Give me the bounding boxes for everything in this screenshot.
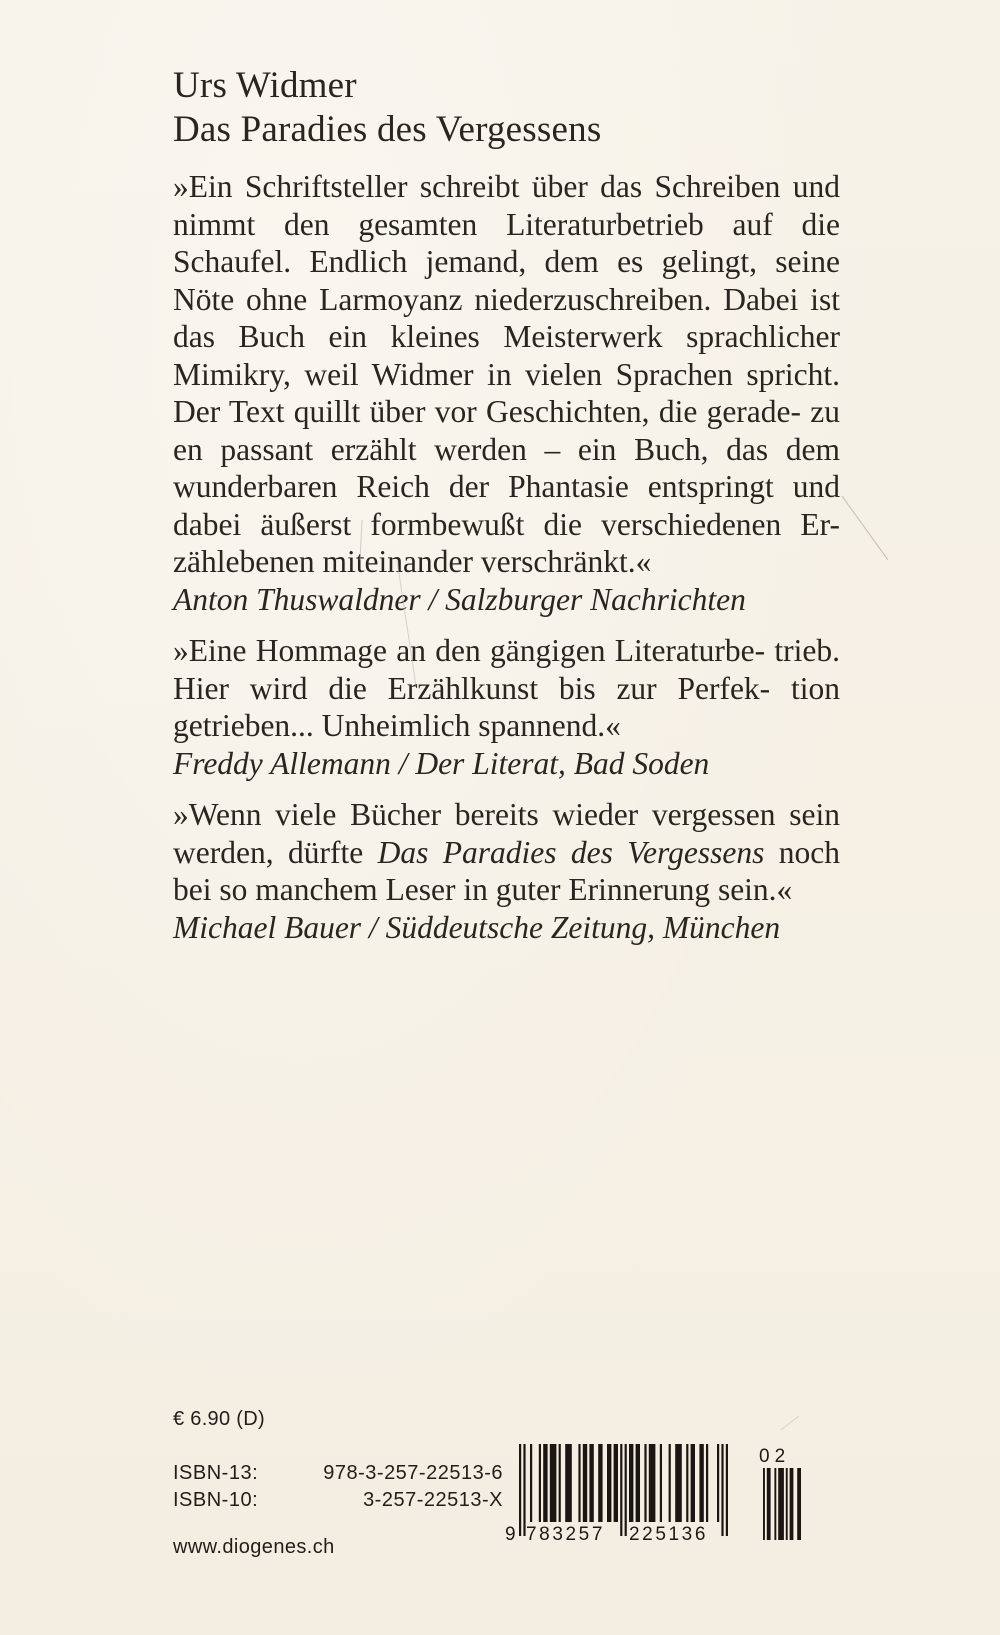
barcode-left-digits: 783257 [526, 1524, 606, 1542]
review-line: tion getrieben... Unheimlich spannend.« [173, 670, 840, 743]
review-line: Mimikry, weil Widmer in vielen Sprachen spricht. [173, 356, 840, 392]
barcode-bar [550, 1444, 557, 1522]
barcode-bar [721, 1444, 723, 1536]
review-1 [173, 168, 840, 618]
barcode-addon-bar [774, 1468, 776, 1540]
review-line: Schaufel. Endlich jemand, dem es gelingt, seine [173, 244, 840, 279]
cover-header [173, 64, 873, 152]
barcode-bar [620, 1444, 622, 1536]
barcode-bar [675, 1444, 682, 1522]
barcode-bar [660, 1444, 662, 1522]
barcode-bar [598, 1444, 602, 1522]
barcode-bar [578, 1444, 580, 1522]
book-title: Das Paradies des Vergessens [173, 109, 602, 150]
review-line: »Eine Hommage an den gängigen Literaturbe- [173, 633, 766, 668]
isbn-barcode [505, 1442, 835, 1542]
isbn13-value: 978-3-257-22513-6 [323, 1462, 503, 1484]
barcode-bar [629, 1444, 633, 1522]
barcode-bar [607, 1444, 611, 1522]
isbn13-label: ISBN-13: [173, 1462, 259, 1484]
review-line: werden, dürfte [173, 834, 378, 870]
review-source: Anton Thuswaldner / Salzburger Nachrichten [173, 581, 746, 617]
barcode-addon-bar [767, 1468, 771, 1540]
isbn13-row [173, 1460, 503, 1487]
publisher-website: www.diogenes.ch [173, 1536, 335, 1558]
review-line: bei so manchem Leser in guter Erinnerung sein.« [173, 872, 793, 907]
barcode-addon-digits: 02 [759, 1446, 791, 1467]
review-line: noch [764, 834, 841, 870]
review-3 [173, 796, 840, 946]
barcode-addon-bars [763, 1468, 801, 1540]
barcode-addon-bar [786, 1468, 788, 1540]
review-line: dabei äußerst formbewußt die verschiedenen Er- [173, 506, 840, 542]
barcode-bar [539, 1444, 541, 1522]
barcode-bar [691, 1444, 695, 1522]
barcode-main-bars [519, 1444, 728, 1536]
barcode-bar [543, 1444, 547, 1522]
reviews-section [173, 168, 840, 960]
barcode-bar [625, 1444, 627, 1536]
barcode-addon-bar [797, 1468, 801, 1540]
barcode-addon-bar [763, 1468, 765, 1540]
review-quote [173, 632, 840, 745]
review-line: zu en passant erzählt werden – ein Buch, das dem [173, 394, 841, 467]
review-line: »Ein Schriftsteller schreibt über das Schreiben [173, 169, 781, 204]
barcode-bar [565, 1444, 572, 1522]
review-line: zählebenen miteinander verschränkt.« [173, 544, 652, 579]
barcode-right-digits: 225136 [629, 1524, 709, 1542]
isbn10-row [173, 1487, 503, 1514]
review-quote [173, 796, 840, 909]
review-line: »Wenn viele Bücher bereits wieder vergessen sein [173, 797, 840, 832]
barcode-addon-bar [778, 1468, 784, 1540]
barcode-graphic [505, 1442, 835, 1542]
barcode-bar [559, 1444, 561, 1522]
review-line: trieb. Hier wird die Erzählkunst bis zur Perfek- [173, 633, 841, 706]
isbn-block [173, 1460, 503, 1514]
review-line: ist das Buch ein kleines Meisterwerk sprachlicher [173, 281, 840, 354]
review-2 [173, 632, 840, 782]
barcode-bar [717, 1444, 719, 1522]
barcode-bar [706, 1444, 708, 1522]
barcode-bar [614, 1444, 618, 1522]
price-label: € 6.90 (D) [173, 1408, 265, 1430]
barcode-lead-digit: 9 [505, 1524, 516, 1542]
review-line: Der Text quillt über vor Geschichten, die gerade- [173, 394, 801, 429]
review-line: und nimmt den gesamten Literaturbetrieb auf die [173, 169, 841, 242]
isbn10-label: ISBN-10: [173, 1489, 259, 1511]
barcode-bar [523, 1444, 525, 1536]
barcode-bar [649, 1444, 656, 1522]
barcode-bar [726, 1444, 728, 1536]
review-source: Freddy Allemann / Der Literat, Bad Soden [173, 745, 710, 781]
barcode-bar [589, 1444, 593, 1522]
review-source: Michael Bauer / Süddeutsche Zeitung, München [173, 909, 781, 945]
barcode-bar [669, 1444, 671, 1522]
barcode-addon-bar [790, 1468, 794, 1540]
barcode-bar [530, 1444, 532, 1522]
review-inline-book-title: Das Paradies des Vergessens [377, 834, 765, 870]
barcode-bar [699, 1444, 703, 1522]
review-line: Nöte ohne Larmoyanz niederzuschreiben. Dabei [173, 281, 799, 317]
barcode-bar [519, 1444, 521, 1536]
barcode-bar [583, 1444, 587, 1522]
author-name: Urs Widmer [173, 65, 357, 106]
barcode-bar [644, 1444, 646, 1522]
review-line: wunderbaren Reich der Phantasie entspringt und [173, 469, 840, 504]
isbn10-value: 3-257-22513-X [363, 1489, 503, 1511]
barcode-bar [686, 1444, 688, 1522]
review-quote [173, 168, 840, 581]
barcode-bar [636, 1444, 640, 1522]
